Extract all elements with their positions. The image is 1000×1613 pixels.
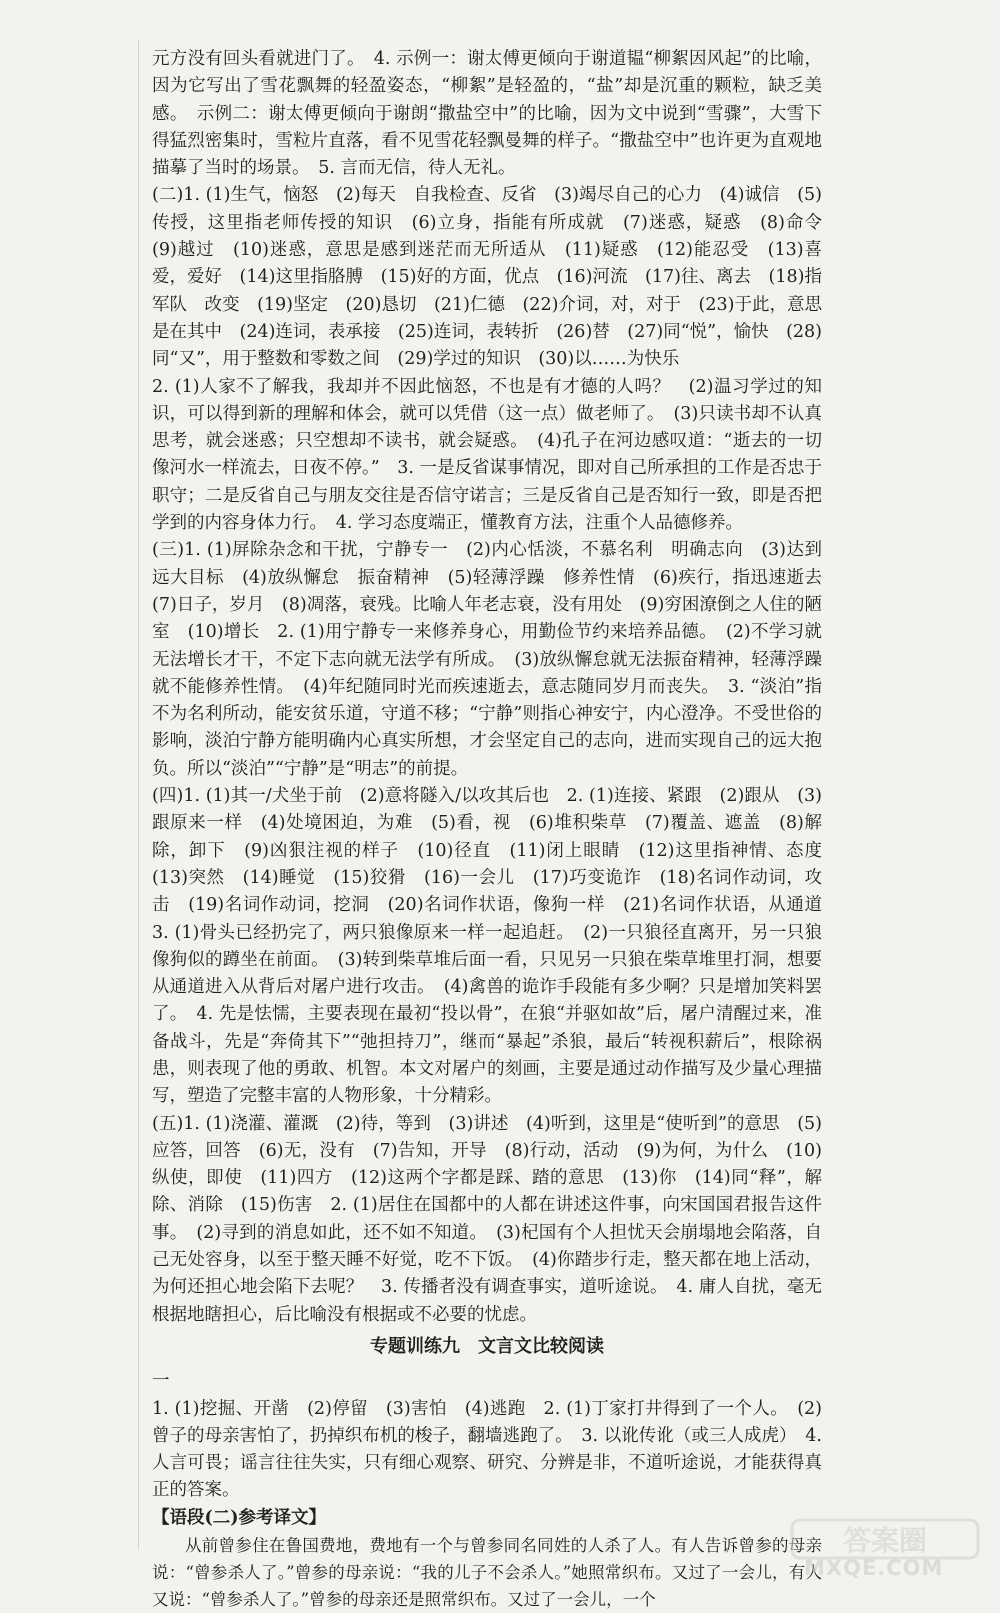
section-heading: 专题训练九 文言文比较阅读 xyxy=(370,1335,604,1357)
translation-text: 从前曾参住在鲁国费地，费地有一个与曾参同名同姓的人杀了人。有人告诉曾参的母亲说：“曾参杀人了。”曾参的母亲说：“我的儿子不会杀人。”她照常织布。又过了一会儿，有人又说：“曾参杀人了。”曾参的母亲还是照常织布。又过了一会儿，一个 xyxy=(152,1536,822,1610)
answer-page xyxy=(152,46,840,1613)
section-dash: 一 xyxy=(152,1371,170,1392)
answer-paragraph-2: (二)1. (1)生气，恼怒 (2)每天 自我检查、反省 (3)竭尽自己的心力 (4)诚信 (5)传授，这里指老师传授的知识 (6)立身，指能有所成就 (7)迷惑，疑惑 (8)命令 (9)越过 (10)迷惑，意思是感到迷茫而无所适从 (11)疑惑 (12)能忍受 (13)喜爱，爱好 (14)这里指胳膊 (15)好的方面，优点 (16)河流 (17)往、离去 (18)指军队 改变 (19)坚定 (20)恳切 (21)仁德 (22)介词，对，对于 (23)于此，意思是在其中 (24)连词，表承接 (25)连词，表转折 (26)替 (27)同“悦”，愉快 (28)同“又”，用于整数和零数之间 (29)学过的知识 (30)以……为快乐 xyxy=(152,185,840,370)
page-margin-rule xyxy=(138,40,139,1550)
site-watermark xyxy=(790,1516,980,1582)
watermark-site: MXQE.COM xyxy=(804,1556,944,1580)
answer-paragraph-1: 元方没有回头看就进门了。 4. 示例一：谢太傅更倾向于谢道韫“柳絮因风起”的比喻，因为它写出了雪花飘舞的轻盈姿态，“柳絮”是轻盈的，“盐”却是沉重的颗粒，缺乏美感。 示例二：谢太傅更倾向于谢朗“撒盐空中”的比喻，因为文中说到“雪骤”，大雪下得猛烈密集时，雪粒片直落，看不见雪花轻飘曼舞的样子。“撒盐空中”也许更为直观地描摹了当时的场景。 5. 言而无信，待人无礼。 xyxy=(152,49,822,179)
answer-paragraph-4: (三)1. (1)屏除杂念和干扰，宁静专一 (2)内心恬淡，不慕名利 明确志向 (3)达到远大目标 (4)放纵懈怠 振奋精神 (5)轻薄浮躁 修养性情 (6)疾行，指迅速逝去 (7)日子，岁月 (8)凋落，衰残。比喻人年老志衰，没有用处 (9)穷困潦倒之人住的陋室 (10)增长 2. (1)用宁静专一来修养身心，用勤俭节约来培养品德。 (2)不学习就无法增长才干，不定下志向就无法学有所成。 (3)放纵懈怠就无法振奋精神，轻薄浮躁就不能修养性情。 (4)年纪随同时光而疾速逝去，意志随同岁月而丧失。 3. “淡泊”指不为名利所动，能安贫乐道，守道不移；“宁静”则指心神安宁，内心澄净。不受世俗的影响，淡泊宁静方能明确内心真实所想，才会坚定自己的志向，进而实现自己的远大抱负。所以“淡泊”“宁静”是“明志”的前提。 xyxy=(152,540,840,779)
translation-title: 【语段(二)参考译文】 xyxy=(152,1507,327,1528)
answer-paragraph-5: (四)1. (1)其一/犬坐于前 (2)意将隧入/以攻其后也 2. (1)连接、紧跟 (2)跟从 (3)跟原来一样 (4)处境困迫，为难 (5)看，视 (6)堆积柴草 (7)覆盖、遮盖 (8)解除，卸下 (9)凶狠注视的样子 (10)径直 (11)闭上眼睛 (12)这里指神情、态度 (13)突然 (14)睡觉 (15)狡猾 (16)一会儿 (17)巧变诡诈 (18)名词作动词，攻击 (19)名词作动词，挖洞 (20)名词作状语，像狗一样 (21)名词作状语，从通道 3. (1)骨头已经扔完了，两只狼像原来一样一起追赶。 (2)一只狼径直离开，另一只狼像狗似的蹲坐在前面。 (3)转到柴草堆后面一看，只见另一只狼在柴草堆里打洞，想要从通道进入从背后对屠户进行攻击。 (4)禽兽的诡诈手段能有多少啊？只是增加笑料罢了。 4. 先是怯懦，主要表现在最初“投以骨”，在狼“并驱如故”后，屠户清醒过来，准备战斗，先是“奔倚其下”“弛担持刀”，继而“暴起”杀狼，最后“转视积薪后”，根除祸患，则表现了他的勇敢、机智。本文对屠户的刻画，主要是通过动作描写及少量心理描写，塑造了完整丰富的人物形象，十分精彩。 xyxy=(152,786,840,1107)
answer-paragraph-3: 2. (1)人家不了解我，我却并不因此恼怒，不也是有才德的人吗？ (2)温习学过的知识，可以得到新的理解和体会，就可以凭借（这一点）做老师了。 (3)只读书却不认真思考，就会迷惑；只空想却不读书，就会疑惑。 (4)孔子在河边感叹道：“逝去的一切像河水一样流去，日夜不停。” 3. 一是反省谋事情况，即对自己所承担的工作是否忠于职守；二是反省自己与朋友交往是否信守诺言；三是反省自己是否知行一致，即是否把学到的内容身体力行。 4. 学习态度端正，懂教育方法，注重个人品德修养。 xyxy=(152,376,822,534)
section-paragraph: 1. (1)挖掘、开凿 (2)停留 (3)害怕 (4)逃跑 2. (1)丁家打井得到了一个人。 (2)曾子的母亲害怕了，扔掉织布机的梭子，翻墙逃跑了。 3. 以讹传讹（或三人成虎） 4. 人言可畏；谣言往往失实，只有细心观察、研究、分辨是非，不道听途说，才能获得真正的答案。 xyxy=(152,1398,822,1501)
watermark-logo-text: 答案圈 xyxy=(842,1524,928,1557)
answer-paragraph-6: (五)1. (1)浇灌、灌溉 (2)待，等到 (3)讲述 (4)听到，这里是“使听到”的意思 (5)应答，回答 (6)无，没有 (7)告知，开导 (8)行动，活动 (9)为何，为什么 (10)纵使，即使 (11)四方 (12)这两个字都是踩、踏的意思 (13)你 (14)同“释”，解除、消除 (15)伤害 2. (1)居住在国都中的人都在讲述这件事，向宋国国君报告这件事。 (2)寻到的消息如此，还不如不知道。 (3)杞国有个人担忧天会崩塌地会陷落，自己无处容身，以至于整天睡不好觉，吃不下饭。 (4)你踏步行走，整天都在地上活动，为何还担心地会陷下去呢？ 3. 传播者没有调查事实，道听途说。 4. 庸人自扰，毫无根据地瞎担心，后比喻没有根据或不必要的忧虑。 xyxy=(152,1113,822,1325)
